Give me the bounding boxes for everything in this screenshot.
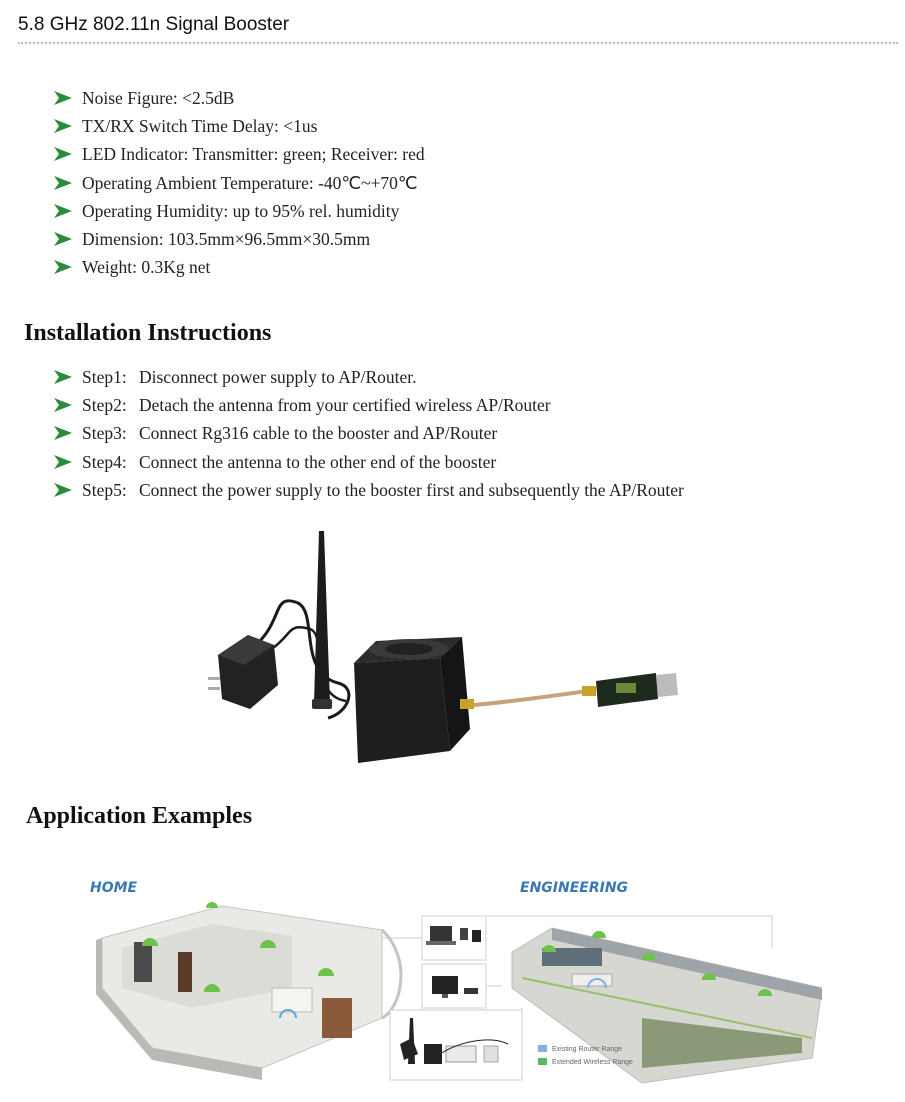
installation-heading: Installation Instructions: [24, 320, 272, 346]
spec-item: [54, 140, 425, 168]
step-text: Connect the power supply to the booster first and subsequently the AP/Router: [139, 479, 684, 500]
arrowhead-icon: [54, 483, 72, 497]
page-title: 5.8 GHz 802.11n Signal Booster: [18, 14, 290, 35]
arrowhead-icon: [54, 260, 72, 274]
extended-range-swatch: [538, 1058, 547, 1065]
step-item: [54, 448, 684, 476]
step-item: [54, 476, 684, 504]
spec-item: [54, 225, 425, 253]
booster-unit: [354, 637, 474, 763]
step-list: [54, 363, 684, 504]
arrowhead-icon: [54, 91, 72, 105]
spec-text: TX/RX Switch Time Delay: <1us: [82, 116, 318, 137]
spec-item: [54, 253, 425, 281]
spec-list: [54, 84, 425, 281]
applications-heading: Application Examples: [26, 803, 253, 829]
step-item: [54, 419, 684, 447]
spec-text: Dimension: 103.5mm×96.5mm×30.5mm: [82, 228, 371, 249]
step-text: Connect the antenna to the other end of the booster: [139, 451, 497, 472]
arrowhead-icon: [54, 455, 72, 469]
title-divider: [18, 42, 898, 44]
step-text: Detach the antenna from your certified wireless AP/Router: [139, 395, 551, 416]
spec-text: LED Indicator: Transmitter: green; Receiver: red: [82, 144, 425, 165]
spec-item: [54, 169, 425, 197]
existing-range-label: Existing Router Range: [552, 1046, 623, 1053]
step-label: Step1:: [82, 367, 127, 387]
step-label: Step2:: [82, 395, 127, 416]
arrowhead-icon: [54, 176, 72, 190]
step-text: Disconnect power supply to AP/Router.: [139, 367, 417, 387]
arrowhead-icon: [54, 398, 72, 412]
step-label: Step3:: [82, 423, 127, 444]
spec-item: [54, 112, 425, 140]
extended-range-label: Extended Wireless Range: [552, 1059, 633, 1066]
arrowhead-icon: [54, 119, 72, 133]
spec-text: Weight: 0.3Kg net: [82, 257, 211, 278]
step-item: [54, 391, 684, 419]
spec-item: [54, 197, 425, 225]
spec-text: Noise Figure: <2.5dB: [82, 88, 235, 108]
existing-range-swatch: [538, 1045, 547, 1052]
step-text: Connect Rg316 cable to the booster and AP/Router: [139, 423, 498, 444]
spec-item: [54, 84, 425, 112]
home-label: HOME: [90, 880, 138, 896]
booster-kit-panel: [390, 1010, 522, 1080]
engineering-label: ENGINEERING: [520, 880, 629, 896]
arrowhead-icon: [54, 204, 72, 218]
step-label: Step5:: [82, 479, 127, 500]
arrowhead-icon: [54, 147, 72, 161]
arrowhead-icon: [54, 426, 72, 440]
spec-text: Operating Ambient Temperature: -40℃~+70℃: [82, 172, 418, 193]
devices-panel: [422, 916, 486, 960]
product-photo: [178, 523, 688, 785]
spec-text: Operating Humidity: up to 95% rel. humidity: [82, 200, 400, 221]
step-item: [54, 363, 684, 391]
tv-panel: [422, 964, 486, 1008]
arrowhead-icon: [54, 370, 72, 384]
home-floorplan: [96, 906, 401, 1080]
arrowhead-icon: [54, 232, 72, 246]
application-illustration: [82, 868, 822, 1088]
step-label: Step4:: [82, 451, 127, 472]
